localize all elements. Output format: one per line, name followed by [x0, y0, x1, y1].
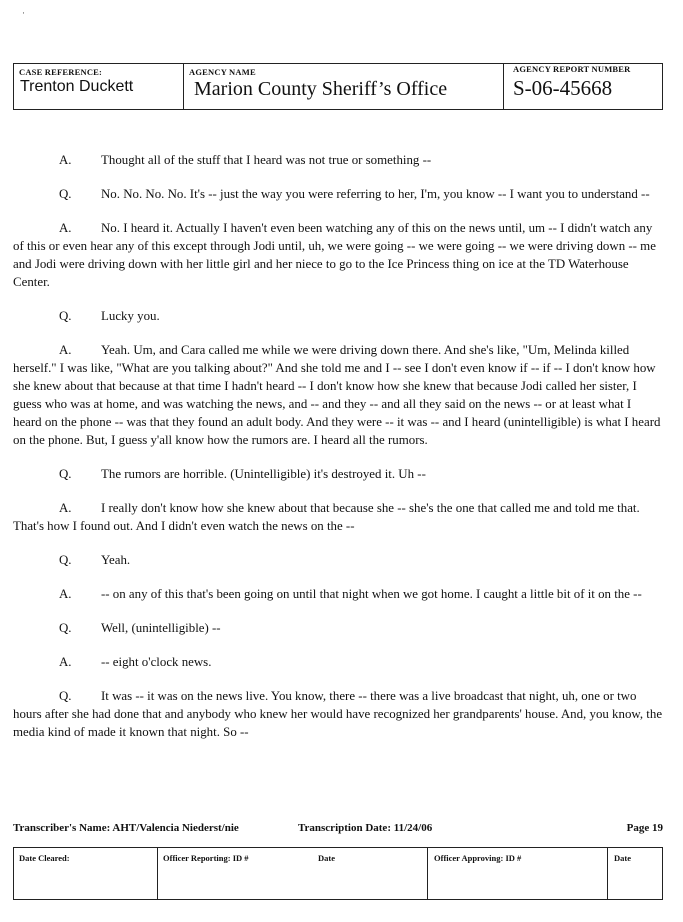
entry-text: -- eight o'clock news. — [101, 655, 212, 669]
transcript-entry — [13, 219, 663, 291]
speaker-label: A. — [59, 153, 72, 167]
case-reference-label: CASE REFERENCE: — [19, 67, 103, 77]
transcript-entry — [13, 653, 663, 671]
speaker-label: Q. — [59, 621, 72, 635]
entry-text: Lucky you. — [101, 309, 160, 323]
entry-text: Thought all of the stuff that I heard was not true or something -- — [101, 153, 432, 167]
transcript-entry — [13, 585, 663, 603]
officer-reporting-box — [158, 848, 428, 899]
page-number: Page 19 — [626, 822, 663, 834]
speaker-label: Q. — [59, 467, 72, 481]
agency-report-cell — [504, 64, 662, 109]
entry-text: Yeah. — [101, 553, 131, 567]
entry-text: Well, (unintelligible) -- — [101, 621, 221, 635]
speaker-label: Q. — [59, 689, 72, 703]
signature-block — [13, 847, 663, 900]
transcriber-name: Transcriber's Name: AHT/Valencia Niederst/nie — [13, 822, 239, 834]
speaker-label: Q. — [59, 187, 72, 201]
transcript-body — [13, 151, 663, 757]
reporting-date-label: Date — [318, 853, 335, 863]
transcript-entry — [13, 465, 663, 483]
speaker-label: A. — [59, 221, 72, 235]
entry-text: The rumors are horrible. (Unintelligible) it's destroyed it. Uh -- — [101, 467, 426, 481]
agency-report-label: AGENCY REPORT NUMBER — [513, 64, 631, 74]
agency-name-cell — [184, 64, 504, 109]
entry-text: No. I heard it. Actually I haven't even been watching any of this on the news until, um -- I didn't watch any of this or even hear any of this except through Jodi until, uh, we were going -- we were going -- we were driving down -- me and Jodi were driving down with her little girl and her niece to go to the Ice Princess thing on ice at the TD Waterhouse Center. — [13, 221, 656, 289]
scan-mark: · — [22, 8, 25, 18]
speaker-label: A. — [59, 655, 72, 669]
transcript-entry — [13, 185, 663, 203]
speaker-label: A. — [59, 587, 72, 601]
speaker-label: A. — [59, 343, 72, 357]
date-cleared-box — [14, 848, 158, 899]
officer-reporting-label: Officer Reporting: ID # — [163, 853, 249, 863]
transcript-entry — [13, 151, 663, 169]
officer-approving-label: Officer Approving: ID # — [434, 853, 522, 863]
case-reference-cell — [14, 64, 184, 109]
approving-date-label: Date — [614, 853, 631, 863]
speaker-label: Q. — [59, 553, 72, 567]
transcript-entry — [13, 687, 663, 741]
entry-text: No. No. No. No. It's -- just the way you were referring to her, I'm, you know -- I want you to understand -- — [101, 187, 650, 201]
agency-name-value: Marion County Sheriff’s Office — [194, 78, 448, 100]
transcript-entry — [13, 307, 663, 325]
entry-text: -- on any of this that's been going on until that night when we got home. I caught a little bit of it on the -- — [101, 587, 642, 601]
entry-text: Yeah. Um, and Cara called me while we were driving down there. And she's like, "Um, Melinda killed herself." I was like, "What are you talking about?" And she told me and I -- see I don't even know if -- if -- I don't know how she knew about that because at that time I hadn't heard -- I don't know how she knew that because Jodi called her sister, I guess who was at home, and was watching the news, and -- and they -- and all they said on the news -- or at least what I heard on the phone -- was that they found an adult body. And they were -- it was -- and I heard (unintelligible) is what I heard on the phone. But, I guess y'all know how the rumors are. I heard all the rumors. — [13, 343, 661, 447]
date-cleared-label: Date Cleared: — [19, 853, 70, 863]
entry-text: I really don't know how she knew about that because she -- she's the one that called me and told me that. That's how I found out. And I didn't even watch the news on the -- — [13, 501, 640, 533]
speaker-label: Q. — [59, 309, 72, 323]
speaker-label: A. — [59, 501, 72, 515]
transcript-entry — [13, 551, 663, 569]
officer-approving-box — [428, 848, 608, 899]
agency-name-label: AGENCY NAME — [189, 67, 256, 77]
transcription-date: Transcription Date: 11/24/06 — [298, 822, 433, 834]
agency-report-value: S-06-45668 — [513, 76, 613, 100]
case-reference-value: Trenton Duckett — [20, 78, 134, 95]
case-header — [13, 63, 663, 110]
transcript-entry — [13, 341, 663, 449]
entry-text: It was -- it was on the news live. You know, there -- there was a live broadcast that night, uh, one or two hours after she had done that and anybody who knew her would have recognized her grandparents' house. And, you know, the media kind of made it known that night. So -- — [13, 689, 663, 739]
approving-date-box — [608, 848, 662, 899]
transcript-entry — [13, 499, 663, 535]
transcript-entry — [13, 619, 663, 637]
